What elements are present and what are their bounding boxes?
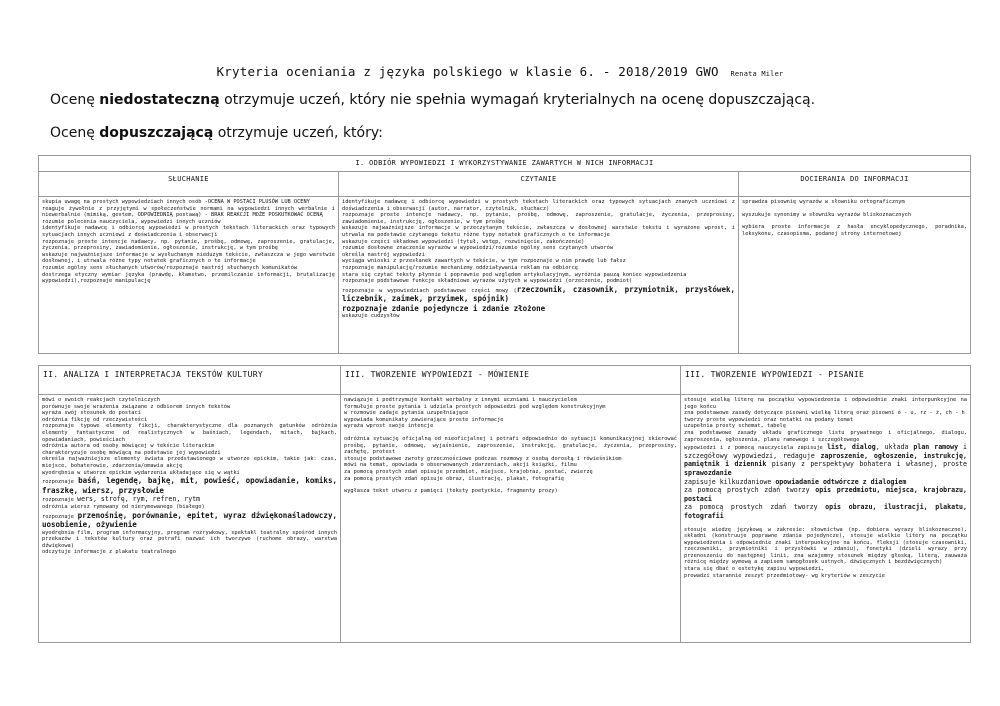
information-cell xyxy=(739,197,971,354)
analysis-item: porównuje swoje wrażenia związane z odbiorem innych tekstów xyxy=(42,403,231,410)
analysis-item-verse xyxy=(42,495,337,504)
figures-prefix: rozpoznaje xyxy=(42,513,78,520)
verse-prefix: rozpoznaje xyxy=(42,497,78,504)
reading-item: wyciąga wnioski z przesłanek zawartych w tekście, w tym rozpoznaje w nim prawdę lub fałsz xyxy=(342,258,626,265)
grade-sufficient-line xyxy=(50,125,383,141)
listening-item: dostrzega etyczny wymiar języka (prawdę, kłamstwo, przemilczanie informacji, brutalizację wypowiedzi),rozpoznaje manipulację xyxy=(42,271,335,285)
analysis-item-genres xyxy=(42,476,337,495)
listening-item: identyfikuje nadawcę i odbiorcę wypowiedzi w prostych tekstach literackich oraz typowych sytuacjach innych uczniowi z doświadczenia i obserwacji xyxy=(42,225,335,238)
line1-prefix: Ocenę xyxy=(50,92,100,108)
listening-cell xyxy=(39,197,339,354)
author-name: Renata Miler xyxy=(730,70,784,78)
picture-bold: opis obrazu, ilustracji, plakatu, fotografii xyxy=(684,503,967,520)
parts-of-speech-list: rzeczownik, czasownik, przymiotnik, przysłówek, liczebnik, zaimek, przyimek, spójnik) xyxy=(342,284,735,304)
story-bold: opowiadanie odtwórcze z dialogiem xyxy=(775,477,907,486)
description-prefix: za pomocą prostych zdań tworzy xyxy=(684,486,816,495)
writing-item: zna podstawowe zasady układu graficznego listu prywatnego i oficjalnego, dialogu, zaproszenia, ogłoszenia, planu ramowego i szczegółowego xyxy=(684,429,967,443)
writing-item-description xyxy=(684,486,967,503)
information-item: sprawdza pisownię wyrazów w słowniku ortograficznym xyxy=(742,199,905,205)
forms-part: i szczegółowy wypowiedzi, redaguje xyxy=(684,443,967,460)
genres-prefix: rozpoznaje xyxy=(42,479,79,486)
analysis-item: odróżnia fikcję od rzeczywistości xyxy=(42,416,148,423)
analysis-item: wyodrębnia film, program informacyjny, program rozrywkowy, spektakl teatralny spośród innych przekazów i tekstów kultury oraz potrafi nazwać ich tworzywo (ruchome obrazy, warstwa dźwiękowa) xyxy=(42,529,337,549)
speaking-item: wyraża wprost swoje intencje xyxy=(344,423,434,430)
writing-item: stosuje wielką literę na początku wypowiedzenia i odpowiednie znaki interpunkcyjne na jego końcu xyxy=(684,397,967,410)
reading-item: wskazuje części składowe wypowiedzi (tytuł, wstęp, rozwinięcie, zakończenie) xyxy=(342,238,585,245)
col-header-writing: III. TWORZENIE WYPOWIEDZI - PISANIE xyxy=(681,366,971,395)
speaking-item: w rozmowie zadaje pytania uzupełniające xyxy=(344,410,469,417)
forms-part: sprawozdanie xyxy=(684,468,732,477)
writing-item: prowadzi starannie zeszyt przedmiotowy- wg kryteriów w zeszycie xyxy=(684,572,885,579)
analysis-item: określa najważniejsze elementy świata przedstawionego w utworze epickim, takie jak: czas, miejsce, bohaterowie, zdarzenia/omawia akcję xyxy=(42,456,337,469)
grade-sufficient: dopuszczającą xyxy=(99,125,214,141)
forms-part: wypowiedzi i z pomocą nauczyciela zapisuje xyxy=(684,445,828,452)
col-header-speaking: III. TWORZENIE WYPOWIEDZI - MÓWIENIE xyxy=(341,366,681,395)
forms-part: , układa xyxy=(875,443,914,452)
listening-item: rozumie ogólny sens słuchanych utworów/rozpoznaje nastrój słuchanych komunikatów xyxy=(42,264,298,271)
reading-item: wskazuje najważniejsze informacje w przeczytanym tekście, zwłaszcza w dosłownej warstwie tekstu i wyrażone wprost, i utrwala na podstawie czytanego tekstu różne typy notatek graficznych o te informacje xyxy=(342,225,735,238)
speaking-cell xyxy=(341,395,681,643)
forms-part: pisany z perspektywy bohatera i własnej, proste xyxy=(766,460,967,469)
listening-item: rozumie polecenia nauczyciela, wypowiedzi innych uczniów xyxy=(42,218,221,225)
reading-item-sentences: rozpoznaje zdanie pojedyncze i zdanie złożone xyxy=(342,303,546,313)
analysis-item: rozpoznaje typowe elementy fikcji, charakterystyczne dla poznanych gatunków odróżnia elementy fantastyczne od realistycznych w baśniach, legendach, mitach, bajkach, opowiadaniach, powieściach xyxy=(42,423,337,443)
reading-item: identyfikuje nadawcę i odbiorcę wypowiedzi w prostych tekstach literackich oraz typowych sytuacjach znanych uczniowi z doświadczenia i obserwacji (autor, narrator, czytelnik, słuchacz) xyxy=(342,199,735,212)
section-header-reception: I. ODBIÓR WYPOWIEDZI I WYKORZYSTYWANIE ZAWARTYCH W NICH INFORMACJI xyxy=(39,156,971,172)
analysis-item: odróżnia autora od osoby mówiącej w tekście literackim xyxy=(42,443,215,450)
title-text: Kryteria oceniania z języka polskiego w klasie 6. - 2018/2019 GWO xyxy=(216,64,719,79)
analysis-item: charakteryzuje osobę mówiącą na podstawie jej wypowiedzi xyxy=(42,449,221,456)
writing-cell xyxy=(681,395,971,643)
reading-item: rozpoznaje proste intencje nadawcy, np. pytanie, prośbę, odmowę, zaproszenie, gratulacje, życzenia, przeprosiny, zawiadomienie, instrukcję, ogłoszenie, w tym prośbę xyxy=(342,212,735,225)
speaking-item: nawiązuje i podtrzymuje kontakt werbalny z innymi uczniami i nauczycielem xyxy=(344,397,577,403)
listening-item: wskazuje najważniejsze informacje w wysłuchanym nieduzym tekście, zwłaszcza w jego warstwie dosłownej, i utrwala różne typy notatek graficznych o te informacje xyxy=(42,251,335,265)
table-analysis-creation xyxy=(38,365,971,643)
speaking-item: za pomocą prostych zdań opisuje obraz, ilustrację, plakat, fotografię xyxy=(344,475,565,482)
reading-item: stara się czytać teksty płynnie i poprawnie pod względem artykulacyjnym, wyróżnia pauzą koniec wypowiedzenia xyxy=(342,271,687,278)
analysis-item: odczytuje informacje z plakatu teatralnego xyxy=(42,549,176,556)
information-item: wyszukuje synonimy w słowniku wyrazów bliskoznacznych xyxy=(742,211,912,218)
figures-list: przenośnię, porównanie, epitet, wyraz dźwiękonaśladowczy, uosobienie, ożywienie xyxy=(42,510,337,530)
reading-item-parts-of-speech xyxy=(342,285,735,304)
analysis-item: wyraża swój stosunek do postaci xyxy=(42,410,141,417)
writing-item: zna podstawowe zasady dotyczące pisowni wielką literą oraz pisowni ó - u, rz - ż, ch - h xyxy=(684,410,965,417)
analysis-item: wyodrębnia w utworze epickim wydarzenia układające się w wątki xyxy=(42,469,240,476)
reading-item: rozpoznaje manipulację/rozumie mechanizmy oddziaływania reklam na odbiorcę xyxy=(342,264,578,271)
col-header-analysis: II. ANALIZA I INTERPRETACJA TEKSTÓW KULTURY xyxy=(39,366,341,395)
writing-item-forms xyxy=(684,443,967,477)
genres-list: baśń, legendę, bajkę, mit, powieść, opowiadanie, komiks, fraszkę, wiersz, przysłowie xyxy=(42,476,337,495)
picture-prefix: za pomocą prostych zdań tworzy xyxy=(684,503,826,512)
information-item: wybiera proste informacje z hasła encyklopedycznego, poradnika, leksykonu, czasopisma, podanej strony internetowej xyxy=(742,224,967,237)
writing-item-picture xyxy=(684,503,967,520)
story-prefix: zapisuje kilkuzdaniowe xyxy=(684,477,776,486)
parts-of-speech-prefix: rozpoznaje w wypowiedziach podstawowe części mowy ( xyxy=(342,287,517,294)
reading-item: wskazuje cudzysłów xyxy=(342,312,400,319)
forms-part: zaproszenie, ogłoszenie, instrukcję, pamiętnik i dziennik xyxy=(684,451,967,469)
analysis-item-figures xyxy=(42,511,337,530)
col-header-listening: SŁUCHANIE xyxy=(39,172,339,197)
speaking-item: wygłasza tekst utworu z pamięci (teksty poetyckie, fragmenty prozy) xyxy=(344,488,558,495)
analysis-item: mówi o swoich reakcjach czytelniczych xyxy=(42,397,160,403)
col-header-information: DOCIERANIA DO INFORMACJI xyxy=(739,172,971,197)
table-reception xyxy=(38,155,971,354)
speaking-item: odróżnia sytuację oficjalną od nieoficjalnej i potrafi odpowiednio do sytuacji komunikacyjnej skierować prośbę, pytanie, odmowę, wyjaśnienie, zaproszenie, instrukcję, gratulacje, życzenia, przeprosiny, zachętę, protest xyxy=(344,435,677,456)
document-title xyxy=(0,64,1000,79)
grade-insufficient-line xyxy=(50,92,815,108)
col-header-reading: CZYTANIE xyxy=(339,172,739,197)
writing-item: uzupełnia prosty schemat, tabelę xyxy=(684,423,787,430)
speaking-item: stosuje podstawowe zwroty grzecznościowe podczas rozmowy z osobą dorosłą i rówieśnikiem xyxy=(344,455,622,462)
listening-item: skupia uwagę na prostych wypowiedziach innych osób -OCENA W POSTACI PLUSÓW LUB OCENY xyxy=(42,199,310,205)
listening-item: rozpoznaje proste intencje nadawcy, np. pytanie, prośbę, odmowę, zaproszenie, gratulacje, życzenia, przeprosiny, zawiadomienie, ogłoszenie, instrukcję, w tym prośbę xyxy=(42,238,335,252)
speaking-item: mówi na temat, opowiada o obserwowanych zdarzeniach, akcji książki, filmu xyxy=(344,462,577,469)
line2-prefix: Ocenę xyxy=(50,125,100,141)
reading-cell xyxy=(339,197,739,354)
description-bold: opis przedmiotu, miejsca, krajobrazu, postaci xyxy=(684,486,967,503)
line2-suffix: otrzymuje uczeń, który: xyxy=(213,125,383,141)
speaking-item: formułuje proste pytania i udziela prostych odpowiedzi pod względem konstrukcyjnym xyxy=(344,403,606,410)
reading-item: rozumie dosłowne znaczenie wyrazów w wypowiedzi/rozumie ogólny sens czytanych utworów xyxy=(342,245,614,252)
speaking-item: za pomocą prostych zdań opisuje przedmiot, miejsce, krajobraz, postać, zwierzę xyxy=(344,468,593,475)
verse-list: wers, strofę, rym, refren, rytm xyxy=(77,495,201,504)
writing-item-story xyxy=(684,478,967,487)
forms-part: list, dialog xyxy=(827,443,876,452)
line1-suffix: otrzymuje uczeń, który nie spełnia wymagań kryterialnych na ocenę dopuszczającą. xyxy=(219,92,816,108)
writing-item: tworzy proste wypowiedzi oraz notatki na podany temat xyxy=(684,416,854,423)
analysis-item: odróżnia wiersz rymowany od nierymowanego (białego) xyxy=(42,503,205,510)
listening-item: reaguje żywołnie z przyjętymi w społeczeństwie normami na wypowiedzi innych werbalnie i niewerbalnie (mimiką, gestem, ODPOWIEDNIĄ postawą) - BRAK REAKCJI MOŻE POSKUTKOWAĆ OCENĄ xyxy=(42,205,335,219)
writing-item: stosuje wiedzę językową w zakresie: słownictwa (np. dobiera wyrazy bliskoznaczne), składni (konstruuje poprawne zdania pojedyncze), stosuje wielkie litery na początku wypowiedzenia i odpowiednie znaki interpunkcyjne na końcu, fleksji (stosuje czasowniki, rzeczowniki, przymiotniki i przysłówki w zdaniu), fonetyki (dzieli wyrazy przy przenoszeniu do następnej linii, zna wzajemny stosunek między głoską, literą, zauważa różnicę między wymową a zapisem samogłosek ustnych, dźwięcznych i bezdźwięcznych) xyxy=(684,526,967,566)
writing-item: stara się dbać o estetykę zapisu wypowiedzi, xyxy=(684,566,825,573)
reading-item: rozpoznaje podstawowe funkcje składniowe wyrazów użytych w wypowiedzi (orzeczenie, podmiot) xyxy=(342,278,633,285)
speaking-item: wypowiada komunikaty zawierające proste informacje xyxy=(344,416,504,423)
grade-insufficient: niedostateczną xyxy=(99,92,220,108)
reading-item: określa nastrój wypowiedzi xyxy=(342,251,425,258)
forms-part: plan ramowy xyxy=(913,443,959,452)
analysis-cell xyxy=(39,395,341,643)
